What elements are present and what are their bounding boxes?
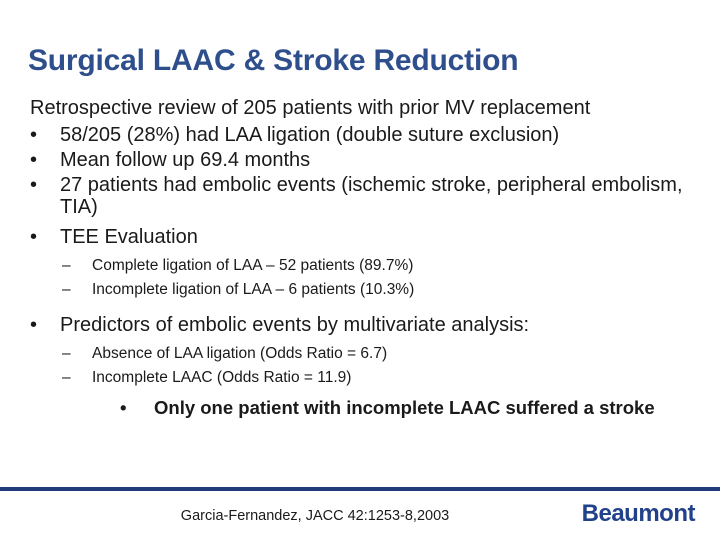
- slide-title: Surgical LAAC & Stroke Reduction: [28, 44, 519, 77]
- subbullet-text: Absence of LAA ligation (Odds Ratio = 6.7): [92, 345, 388, 362]
- dash-icon: –: [62, 257, 71, 274]
- bullet-item: [30, 174, 700, 218]
- bullet-icon: •: [30, 314, 38, 336]
- subbullet-item: [30, 366, 700, 390]
- bullet-text: Predictors of embolic events by multivariate analysis:: [60, 314, 530, 336]
- subbullet-item: [30, 278, 700, 302]
- predictor-subbullet-list: [30, 342, 700, 390]
- bullet-icon: •: [30, 226, 38, 248]
- bullet-icon: •: [120, 397, 127, 418]
- citation: Garcia-Fernandez, JACC 42:1253-8,2003: [180, 508, 450, 524]
- subbullet-text: Incomplete LAAC (Odds Ratio = 11.9): [92, 369, 352, 386]
- subbullet-text: Complete ligation of LAA – 52 patients (89.7%): [92, 257, 414, 274]
- beaumont-logo: Beaumont: [581, 500, 695, 527]
- bullet-text: Mean follow up 69.4 months: [60, 149, 311, 171]
- bullet-text: TEE Evaluation: [60, 226, 198, 248]
- intro-text: Retrospective review of 205 patients with prior MV replacement: [30, 97, 591, 119]
- bullet-item: [30, 124, 700, 146]
- subbullet-text: Incomplete ligation of LAA – 6 patients (10.3%): [92, 281, 415, 298]
- dash-icon: –: [62, 369, 71, 386]
- bullet-item: [30, 314, 700, 336]
- bullet-text: 58/205 (28%) had LAA ligation (double suture exclusion): [60, 124, 560, 146]
- bullet-icon: •: [30, 124, 38, 146]
- footer-divider: [0, 487, 720, 491]
- tee-subbullet-list: [30, 254, 700, 302]
- dash-icon: –: [62, 345, 71, 362]
- key-finding-text: Only one patient with incomplete LAAC suffered a stroke: [154, 397, 655, 418]
- bullet-item: [30, 149, 700, 171]
- subbullet-item: [30, 342, 700, 366]
- key-finding: [30, 396, 700, 420]
- bullet-item: [30, 226, 700, 248]
- bullet-text: 27 patients had embolic events (ischemic stroke, peripheral embolism, TIA): [60, 174, 683, 218]
- bullet-icon: •: [30, 174, 38, 196]
- bullet-icon: •: [30, 149, 38, 171]
- slide-body: [30, 95, 700, 420]
- subbullet-item: [30, 254, 700, 278]
- dash-icon: –: [62, 281, 71, 298]
